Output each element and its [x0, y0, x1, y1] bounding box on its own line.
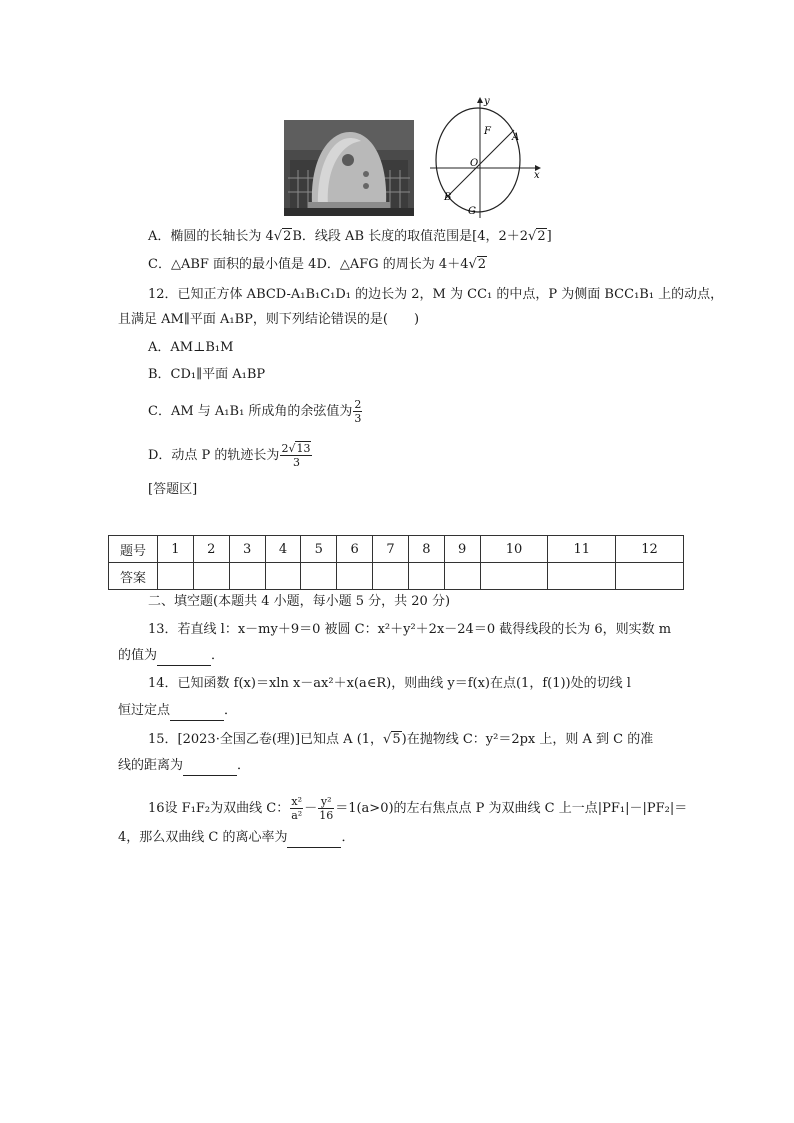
question-number-cell: 8 [408, 536, 444, 563]
q11-option-d: D．△AFG 的周长为 4＋4 [316, 257, 469, 272]
q13-line2-text: 的值为 [118, 648, 158, 663]
q15-radicand: 5 [392, 732, 401, 747]
question-number-cell: 6 [337, 536, 373, 563]
label-F: F [484, 126, 491, 137]
q11-b-close: ] [546, 229, 552, 244]
q15-line1-pre: 15．[2023·全国乙卷(理)]已知点 A (1， [148, 732, 384, 747]
q11-option-a: A．椭圆的长轴长为 4 [148, 229, 274, 244]
q12-option-d-text: D．动点 P 的轨迹长为 [148, 448, 280, 463]
answer-cell[interactable] [548, 563, 616, 590]
q16-frac2-den: 16 [319, 809, 334, 822]
answer-table [108, 535, 684, 590]
q15-answer-blank[interactable] [183, 757, 237, 776]
q16-frac1-den: a² [291, 809, 303, 822]
answer-cell[interactable] [337, 563, 373, 590]
q11-b-radicand: 2 [537, 229, 546, 244]
answer-table-number-row [109, 536, 684, 563]
q14-line1: 14．已知函数 f(x)＝xln x－ax²＋x(a∈R)，则曲线 y＝f(x)在点(1，f(1))处的切线 l [148, 676, 631, 691]
question-number-cell: 7 [373, 536, 409, 563]
row-header-number: 题号 [109, 536, 158, 563]
q11-a-radicand: 2 [283, 229, 292, 244]
q11-options-cd: C．△ABF 面积的最小值是 4D．△AFG 的周长为 4＋4√2 [148, 257, 487, 272]
q12-d-den: 3 [292, 456, 300, 469]
q16-line1-pre: 16设 F₁F₂为双曲线 C： [148, 801, 290, 816]
q14-line2: 恒过定点 ． [118, 702, 237, 721]
q16-frac2 [318, 795, 334, 822]
label-B: B [444, 192, 452, 203]
answer-cell[interactable] [193, 563, 229, 590]
ellipse-diagram [428, 96, 548, 220]
question-number-cell: 2 [193, 536, 229, 563]
q15-line1: 15．[2023·全国乙卷(理)]已知点 A (1，√5)在抛物线 C：y²＝2px 上，则 A 到 C 的准 [148, 732, 654, 747]
q12-c-num: 2 [354, 398, 362, 411]
label-G: G [468, 206, 476, 217]
row-header-answer: 答案 [109, 563, 158, 590]
q15-line1-post: )在抛物线 C：y²＝2px 上，则 A 到 C 的准 [401, 732, 654, 747]
q16-minus: － [304, 801, 318, 816]
answer-area-label: [答题区] [148, 482, 198, 497]
q11-d-radicand: 2 [477, 257, 487, 272]
q12-c-den: 3 [354, 412, 362, 425]
label-origin: O [470, 158, 479, 169]
q13-line1: 13．若直线 l：x－my＋9＝0 被圆 C：x²＋y²＋2x－24＝0 截得线段的长为 6，则实数 m [148, 622, 672, 637]
capsule-photo [284, 120, 414, 216]
question-number-cell: 11 [548, 536, 616, 563]
q14-answer-blank[interactable] [170, 702, 224, 721]
q16-answer-blank[interactable] [287, 829, 341, 848]
q13-line2: 的值为 ． [118, 647, 224, 666]
label-y: y [484, 96, 490, 107]
q16-line2-text: 4，那么双曲线 C 的离心率为 [118, 830, 288, 845]
question-number-cell: 12 [616, 536, 684, 563]
answer-cell[interactable] [444, 563, 480, 590]
q12-d-radicand: 13 [296, 442, 311, 455]
q12-c-fraction [353, 398, 362, 425]
question-number-cell: 5 [301, 536, 337, 563]
answer-cell[interactable] [480, 563, 548, 590]
q12-d-coef: 2 [281, 442, 289, 455]
q16-frac1-num: x² [291, 795, 303, 808]
q12-stem-line1: 12．已知正方体 ABCD-A₁B₁C₁D₁ 的边长为 2，M 为 CC₁ 的中点，P 为侧面 BCC₁B₁ 上的动点， [148, 287, 724, 302]
answer-cell[interactable] [301, 563, 337, 590]
q11-option-c: C．△ABF 面积的最小值是 4 [148, 257, 317, 272]
question-number-cell: 4 [265, 536, 301, 563]
q11-options-ab: A．椭圆的长轴长为 4√2B．线段 AB 长度的取值范围是[4，2＋2√2] [148, 229, 552, 244]
q12-option-b: B．CD₁∥平面 A₁BP [148, 367, 266, 382]
question-number-cell: 10 [480, 536, 548, 563]
q11-option-b: B．线段 AB 长度的取值范围是[4，2＋2 [292, 229, 529, 244]
section-heading-fill-in: 二、填空题(本题共 4 小题，每小题 5 分，共 20 分) [148, 594, 451, 609]
q12-option-c [148, 398, 363, 425]
q15-line2-text: 线的距离为 [118, 758, 184, 773]
answer-cell[interactable] [265, 563, 301, 590]
q16-frac2-num: y² [318, 795, 334, 809]
question-number-cell: 9 [444, 536, 480, 563]
answer-cell[interactable] [158, 563, 194, 590]
answer-cell[interactable] [229, 563, 265, 590]
q13-answer-blank[interactable] [157, 647, 211, 666]
q12-d-fraction: $\frac{2√13}{3}$ [281, 442, 311, 469]
question-number-cell: 3 [229, 536, 265, 563]
q12-stem-line2: 且满足 AM∥平面 A₁BP，则下列结论错误的是( ) [118, 312, 420, 327]
q12-option-a: A．AM⊥B₁M [148, 340, 234, 355]
q16-line1 [148, 795, 687, 822]
q16-frac1 [290, 795, 303, 822]
q16-line2: 4，那么双曲线 C 的离心率为 ． [118, 829, 355, 848]
answer-cell[interactable] [373, 563, 409, 590]
q16-line1-post: ＝1(a>0)的左右焦点点 P 为双曲线 C 上一点|PF₁|－|PF₂|＝ [335, 801, 688, 816]
question-number-cell: 1 [158, 536, 194, 563]
q15-line2: 线的距离为 ． [118, 757, 250, 776]
answer-cell[interactable] [616, 563, 684, 590]
label-x: x [534, 170, 540, 181]
answer-cell[interactable] [408, 563, 444, 590]
q12-option-d [148, 442, 313, 469]
answer-table-answer-row [109, 563, 684, 590]
label-A: A [512, 132, 520, 143]
q12-option-c-text: C．AM 与 A₁B₁ 所成角的余弦值为 [148, 404, 353, 419]
q14-line2-text: 恒过定点 [118, 703, 171, 718]
